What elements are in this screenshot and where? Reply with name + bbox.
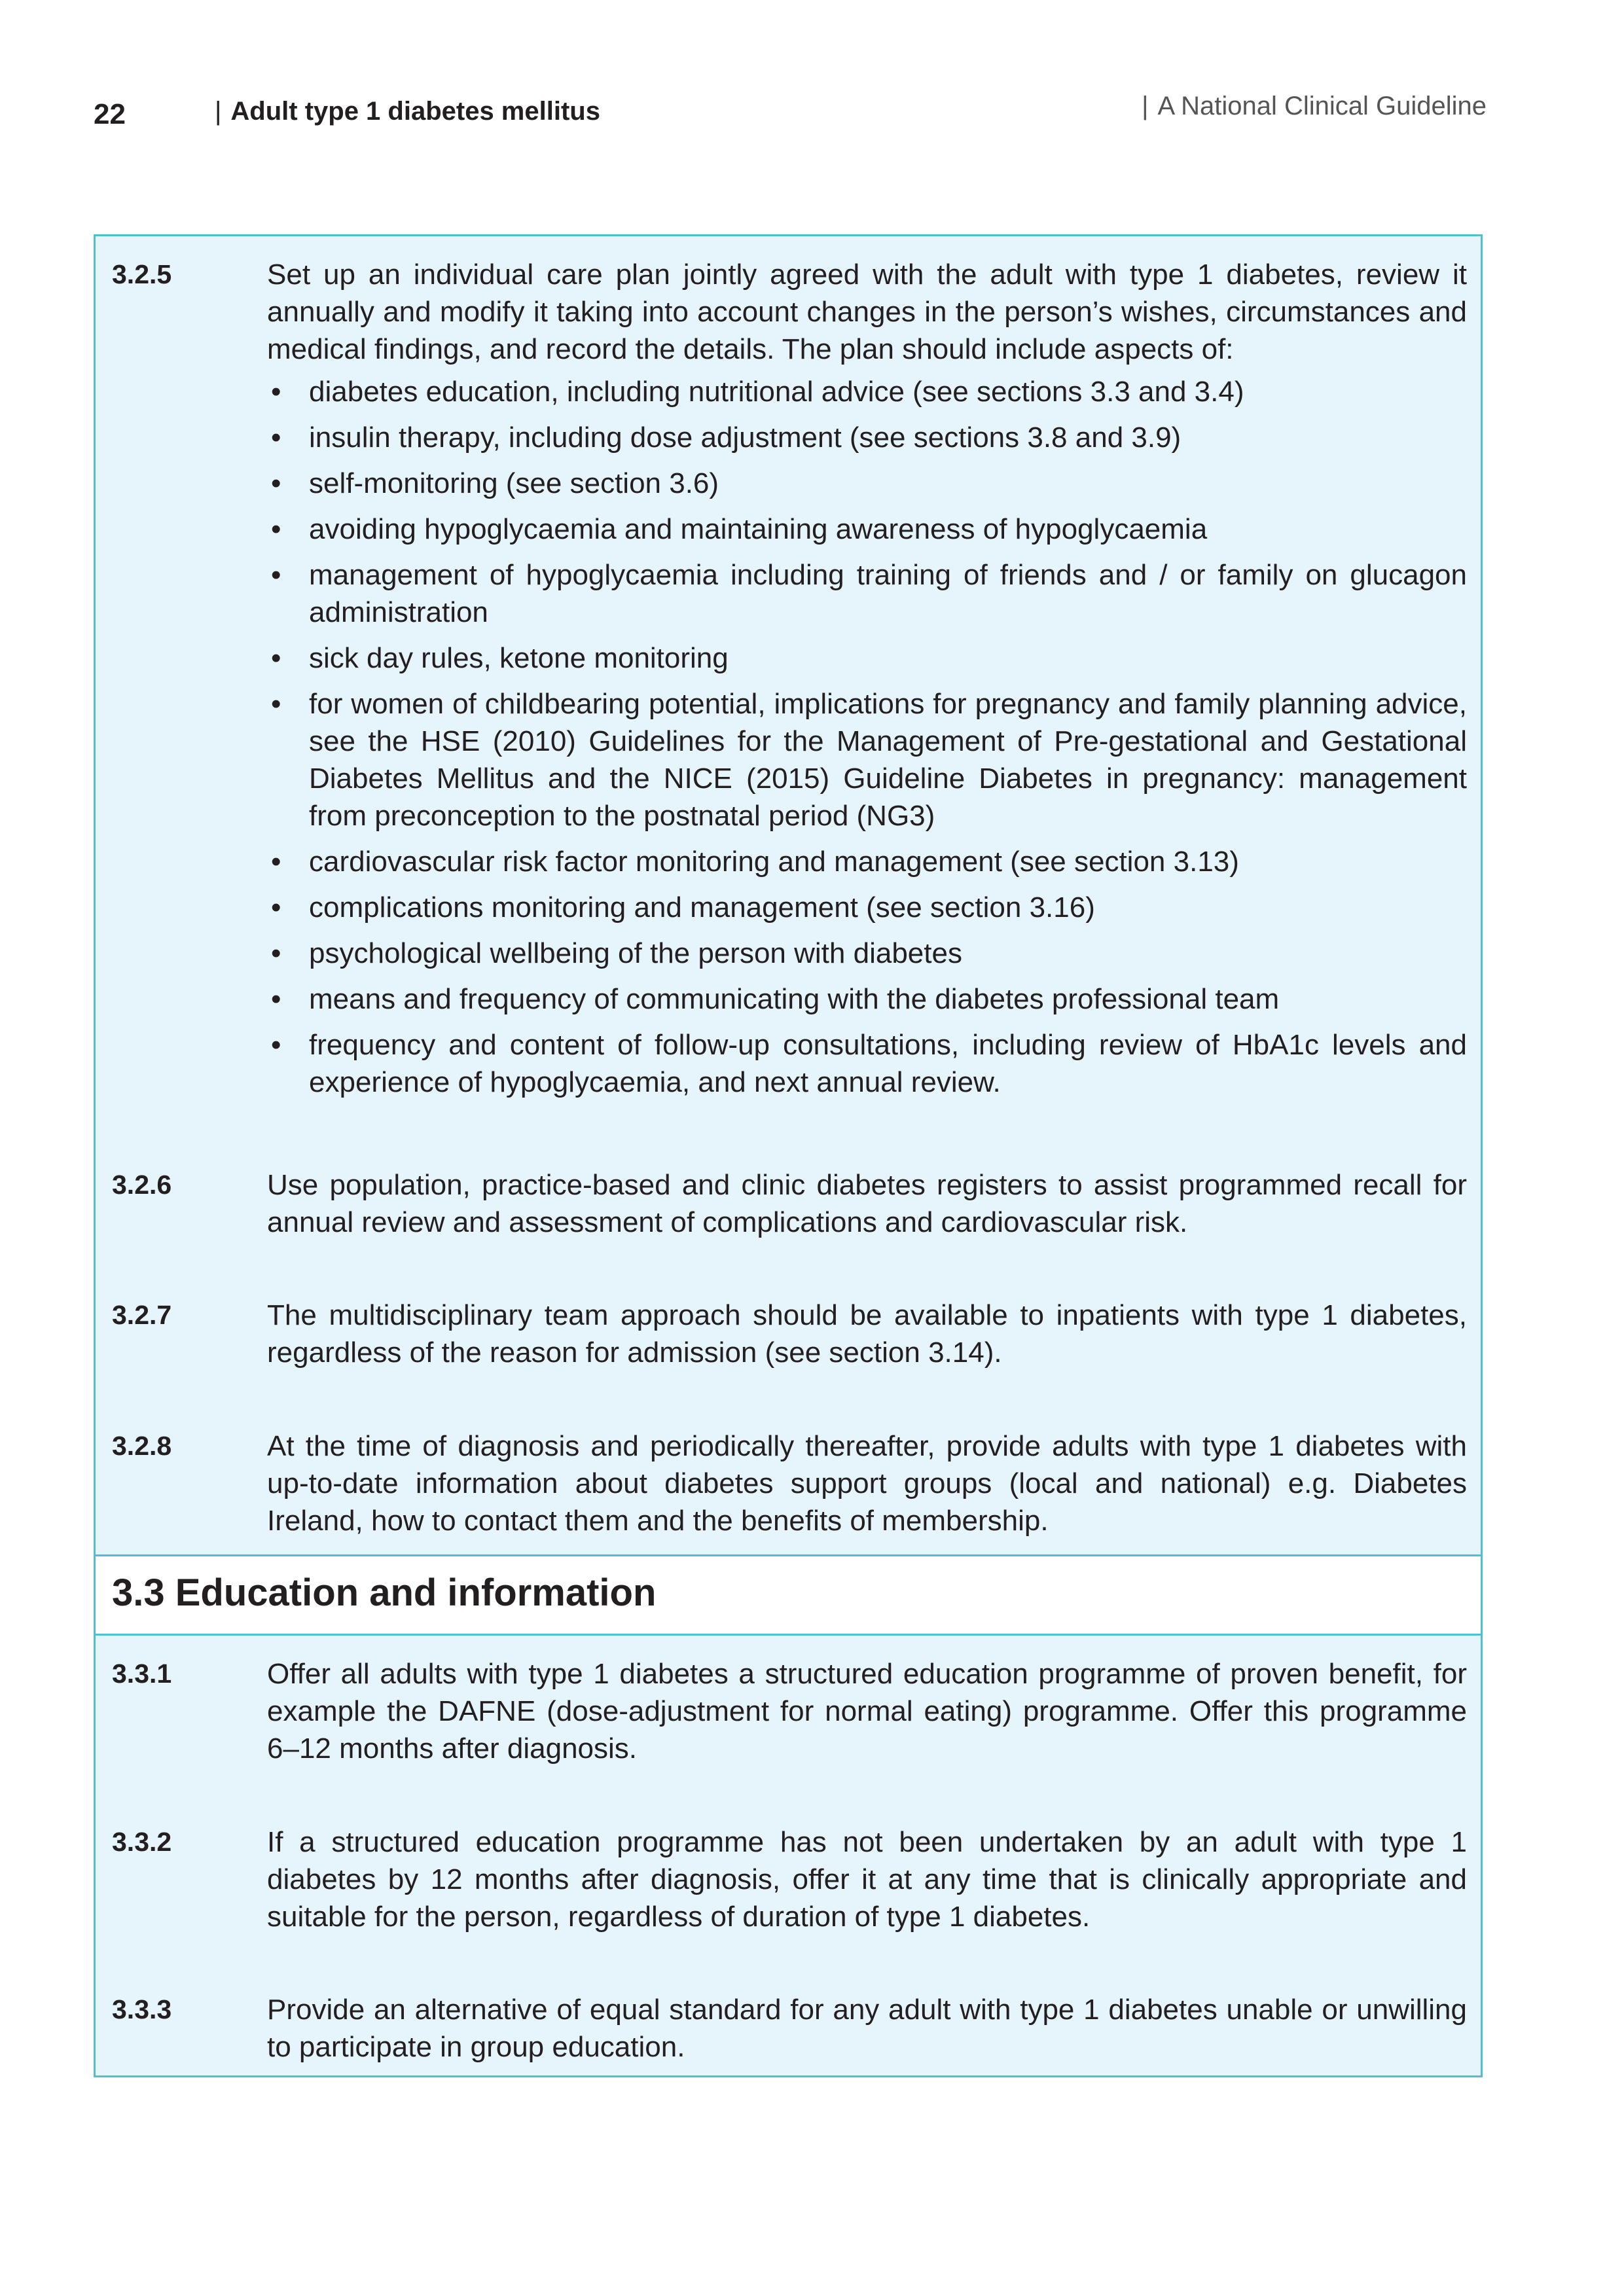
recommendation-text — [267, 256, 1467, 1109]
document-title — [215, 97, 600, 126]
list-item: • for women of childbearing potential, implications for pregnancy and family planning advice, see the HSE (2010) Guidelines for the Management of Pre-gestational and Gestational Diabetes Mellitus and the NICE (2015) Guideline Diabetes in pregnancy: management from preconception to the postnatal period (NG3) — [267, 685, 1467, 834]
section-heading-band — [96, 1554, 1481, 1636]
list-item: • diabetes education, including nutritional advice (see sections 3.3 and 3.4) — [267, 373, 1467, 410]
recommendation-number: 3.3.2 — [112, 1827, 172, 1857]
list-item: • psychological wellbeing of the person with diabetes — [267, 935, 1467, 972]
list-item: • self-monitoring (see section 3.6) — [267, 465, 1467, 502]
list-item: • sick day rules, ketone monitoring — [267, 639, 1467, 677]
list-item: • cardiovascular risk factor monitoring and management (see section 3.13) — [267, 843, 1467, 880]
list-item: • management of hypoglycaemia including training of friends and / or family on glucagon administration — [267, 556, 1467, 631]
recommendation-text: Offer all adults with type 1 diabetes a structured education programme of proven benefit, for example the DAFNE (dose-adjustment for normal eating) programme. Offer this programme 6–12 months after diagnosis. — [267, 1658, 1467, 1765]
recommendation-text: The multidisciplinary team approach should be available to inpatients with type 1 diabetes, regardless of the reason for admission (see section 3.14). — [267, 1299, 1467, 1369]
guideline-label — [1142, 92, 1487, 121]
section-title: 3.3 Education and information — [112, 1571, 657, 1614]
document-title-text: Adult type 1 diabetes mellitus — [230, 97, 600, 126]
recommendation-number: 3.2.5 — [112, 259, 172, 289]
page-number: 22 — [94, 98, 126, 130]
list-item: • complications monitoring and management (see section 3.16) — [267, 889, 1467, 926]
recommendation-number: 3.3.3 — [112, 1994, 172, 2024]
recommendation-text: At the time of diagnosis and periodically thereafter, provide adults with type 1 diabetes with up-to-date information about diabetes support groups (local and national) e.g. Diabetes Ireland, how to contact them and the benefits of membership. — [267, 1430, 1467, 1537]
recommendation-intro: Set up an individual care plan jointly agreed with the adult with type 1 diabetes, review it annually and modify it taking into account changes in the person’s wishes, circumstances and medical findings, and record the details. The plan should include aspects of: — [267, 259, 1467, 365]
title-separator: | — [215, 97, 222, 126]
list-item: • avoiding hypoglycaemia and maintaining awareness of hypoglycaemia — [267, 511, 1467, 548]
list-item: • insulin therapy, including dose adjustment (see sections 3.8 and 3.9) — [267, 419, 1467, 456]
list-item: • frequency and content of follow-up consultations, including review of HbA1c levels and experience of hypoglycaemia, and next annual review. — [267, 1026, 1467, 1101]
recommendation-number: 3.2.8 — [112, 1431, 172, 1461]
recommendation-text: If a structured education programme has not been undertaken by an adult with type 1 diabetes by 12 months after diagnosis, offer it at any time that is clinically appropriate and suitable for the person, regardless of duration of type 1 diabetes. — [267, 1826, 1467, 1933]
recommendation-text: Provide an alternative of equal standard for any adult with type 1 diabetes unable or unwilling to participate in group education. — [267, 1994, 1467, 2063]
recommendation-number: 3.2.7 — [112, 1300, 172, 1330]
recommendation-number: 3.2.6 — [112, 1170, 172, 1200]
recommendations-panel — [94, 234, 1483, 2077]
recommendation-number: 3.3.1 — [112, 1659, 172, 1689]
guideline-separator: | — [1142, 92, 1149, 120]
recommendation-text: Use population, practice-based and clinic diabetes registers to assist programmed recall for annual review and assessment of complications and cardiovascular risk. — [267, 1169, 1467, 1238]
care-plan-aspects-list — [267, 373, 1467, 1101]
list-item: • means and frequency of communicating with the diabetes professional team — [267, 980, 1467, 1018]
guideline-label-text: A National Clinical Guideline — [1157, 92, 1487, 120]
